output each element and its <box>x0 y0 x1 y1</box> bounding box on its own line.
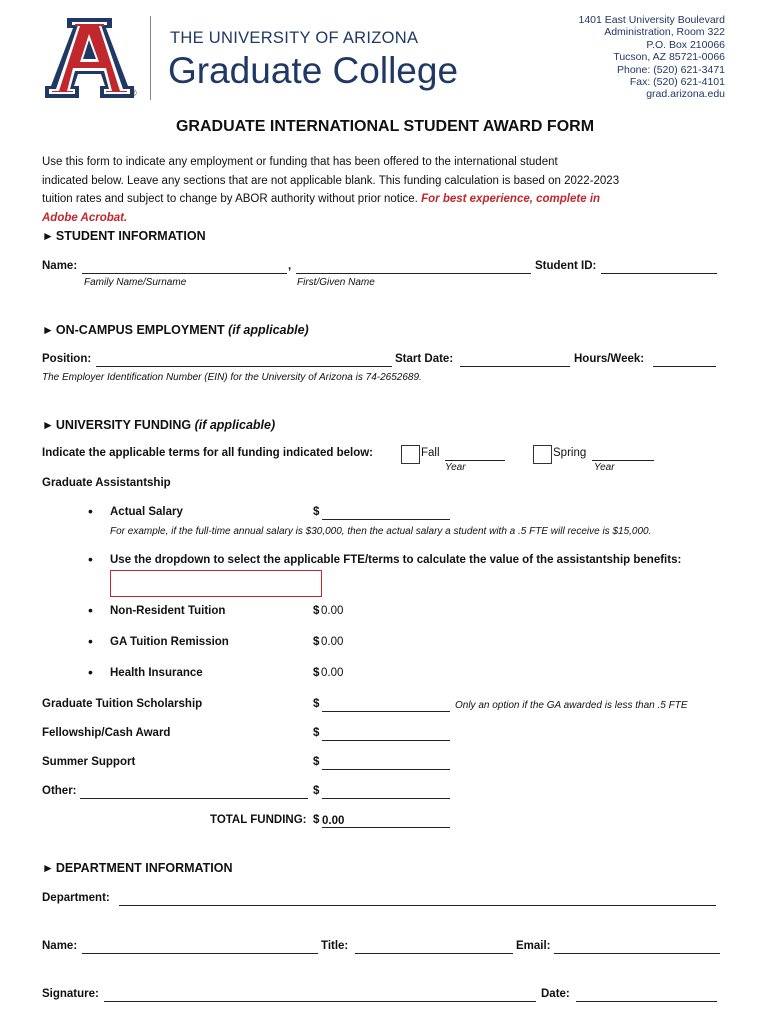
address-line: P.O. Box 210066 <box>646 38 725 51</box>
acrobat-note: For best experience, complete in <box>421 193 601 205</box>
total-funding-label: TOTAL FUNDING: <box>210 814 307 826</box>
dollar-sign: $ <box>313 785 320 797</box>
address-line: Administration, Room 322 <box>604 26 725 39</box>
name-comma: , <box>288 260 292 272</box>
logo-divider <box>150 16 151 100</box>
section-heading: UNIVERSITY FUNDING <box>55 418 192 432</box>
dollar-sign: $ <box>313 814 320 826</box>
nonres-tuition-label: Non-Resident Tuition <box>110 605 226 617</box>
department-label: Department: <box>42 892 110 904</box>
nonres-tuition-value: 0.00 <box>321 605 344 617</box>
fte-terms-dropdown[interactable] <box>110 570 322 597</box>
other-description-field[interactable] <box>80 798 308 799</box>
dollar-sign: $ <box>313 667 320 679</box>
scholarship-note: Only an option if the GA awarded is less than .5 FTE <box>455 700 688 711</box>
section-employment <box>42 323 309 337</box>
university-logo <box>42 14 137 102</box>
student-id-label: Student ID: <box>535 260 597 272</box>
department-field[interactable] <box>119 905 716 906</box>
dollar-sign: $ <box>313 756 320 768</box>
given-name-field[interactable] <box>296 273 531 274</box>
position-field[interactable] <box>96 366 392 367</box>
spring-year-hint: Year <box>594 462 615 473</box>
ga-heading: Graduate Assistantship <box>42 477 171 489</box>
fellowship-field[interactable] <box>322 740 450 741</box>
ga-remission-label: GA Tuition Remission <box>110 636 229 648</box>
health-insurance-label: Health Insurance <box>110 667 203 679</box>
dollar-sign: $ <box>313 636 320 648</box>
health-insurance-value: 0.00 <box>321 667 344 679</box>
spring-label: Spring <box>553 447 587 459</box>
block-a-logo-icon <box>42 14 137 102</box>
summer-support-label: Summer Support <box>42 756 136 768</box>
dollar-sign: $ <box>313 727 320 739</box>
intro-line: indicated below. Leave any sections that are not applicable blank. This funding calculation is based on 2022-2023 <box>42 174 620 187</box>
intro-line: Use this form to indicate any employment or funding that has been offered to the international student <box>42 156 558 168</box>
email-field[interactable] <box>554 953 720 954</box>
date-field[interactable] <box>576 1001 717 1002</box>
fall-year-hint: Year <box>445 462 466 473</box>
contact-name-field[interactable] <box>82 953 318 954</box>
fellowship-label: Fellowship/Cash Award <box>42 727 171 739</box>
name-label: Name: <box>42 260 78 272</box>
bullet: • <box>88 664 93 680</box>
spring-checkbox[interactable] <box>533 445 552 464</box>
triangle-right-icon: ► <box>42 418 54 432</box>
fall-year-field[interactable] <box>445 460 505 461</box>
bullet: • <box>88 551 93 567</box>
summer-support-field[interactable] <box>322 769 450 770</box>
section-student-info <box>42 229 206 243</box>
start-date-label: Start Date: <box>395 353 454 365</box>
triangle-right-icon: ► <box>42 323 54 337</box>
student-id-field[interactable] <box>601 273 717 274</box>
fall-checkbox[interactable] <box>401 445 420 464</box>
total-funding-field <box>322 827 450 828</box>
signature-field[interactable] <box>104 1001 536 1002</box>
triangle-right-icon: ► <box>42 229 54 243</box>
ga-remission-value: 0.00 <box>321 636 344 648</box>
section-heading-note: (if applicable) <box>194 418 276 432</box>
other-label: Other: <box>42 785 77 797</box>
hours-week-label: Hours/Week: <box>574 353 645 365</box>
hours-week-field[interactable] <box>653 366 716 367</box>
address-line: Phone: (520) 621-3471 <box>617 63 725 76</box>
acrobat-note: Adobe Acrobat. <box>42 211 128 224</box>
terms-label: Indicate the applicable terms for all funding indicated below: <box>42 447 373 459</box>
ein-note: The Employer Identification Number (EIN) for the University of Arizona is 74-2652689. <box>42 372 422 383</box>
dollar-sign: $ <box>313 605 320 617</box>
bullet: • <box>88 633 93 649</box>
other-amount-field[interactable] <box>322 798 450 799</box>
title-label: Title: <box>321 940 349 952</box>
section-department <box>42 861 233 875</box>
bullet: • <box>88 503 93 519</box>
section-funding <box>42 418 275 432</box>
date-label: Date: <box>541 988 570 1000</box>
address-line: grad.arizona.edu <box>646 88 725 101</box>
college-address <box>579 14 726 101</box>
intro-line: tuition rates and subject to change by ABOR authority without prior notice. <box>42 193 418 205</box>
spring-year-field[interactable] <box>592 460 654 461</box>
email-label: Email: <box>516 940 551 952</box>
registered-mark: ® <box>130 88 137 98</box>
address-line: 1401 East University Boulevard <box>578 14 725 26</box>
actual-salary-field[interactable] <box>322 519 450 520</box>
position-label: Position: <box>42 353 92 365</box>
university-name: THE UNIVERSITY OF ARIZONA <box>170 29 419 47</box>
section-heading-note: (if applicable) <box>228 323 309 337</box>
address-line: Tucson, AZ 85721-0066 <box>613 51 725 64</box>
family-name-hint: Family Name/Surname <box>84 277 187 288</box>
contact-name-label: Name: <box>42 940 78 952</box>
scholarship-field[interactable] <box>322 711 450 712</box>
salary-example: For example, if the full-time annual salary is $30,000, then the actual salary a student with a .5 FTE will receive is $15,000. <box>110 526 652 537</box>
bullet: • <box>88 602 93 618</box>
fall-label: Fall <box>421 447 440 459</box>
section-heading: ON-CAMPUS EMPLOYMENT <box>55 323 225 337</box>
form-title: GRADUATE INTERNATIONAL STUDENT AWARD FORM <box>175 118 595 135</box>
dollar-sign: $ <box>313 698 320 710</box>
intro-text <box>42 153 732 227</box>
fte-dropdown-label: Use the dropdown to select the applicable FTE/terms to calculate the value of the assistantship benefits: <box>110 554 682 566</box>
title-field[interactable] <box>355 953 513 954</box>
given-name-hint: First/Given Name <box>297 277 375 288</box>
scholarship-label: Graduate Tuition Scholarship <box>42 698 203 710</box>
address-line: Fax: (520) 621-4101 <box>629 76 725 89</box>
signature-label: Signature: <box>42 988 99 1000</box>
total-funding-value: 0.00 <box>322 815 345 827</box>
dollar-sign: $ <box>313 506 320 518</box>
actual-salary-label: Actual Salary <box>110 506 183 518</box>
section-heading: DEPARTMENT INFORMATION <box>55 861 233 875</box>
family-name-field[interactable] <box>82 273 287 274</box>
triangle-right-icon: ► <box>42 861 54 875</box>
college-name: Graduate College <box>168 50 459 91</box>
start-date-field[interactable] <box>460 366 570 367</box>
section-heading: STUDENT INFORMATION <box>55 229 206 243</box>
